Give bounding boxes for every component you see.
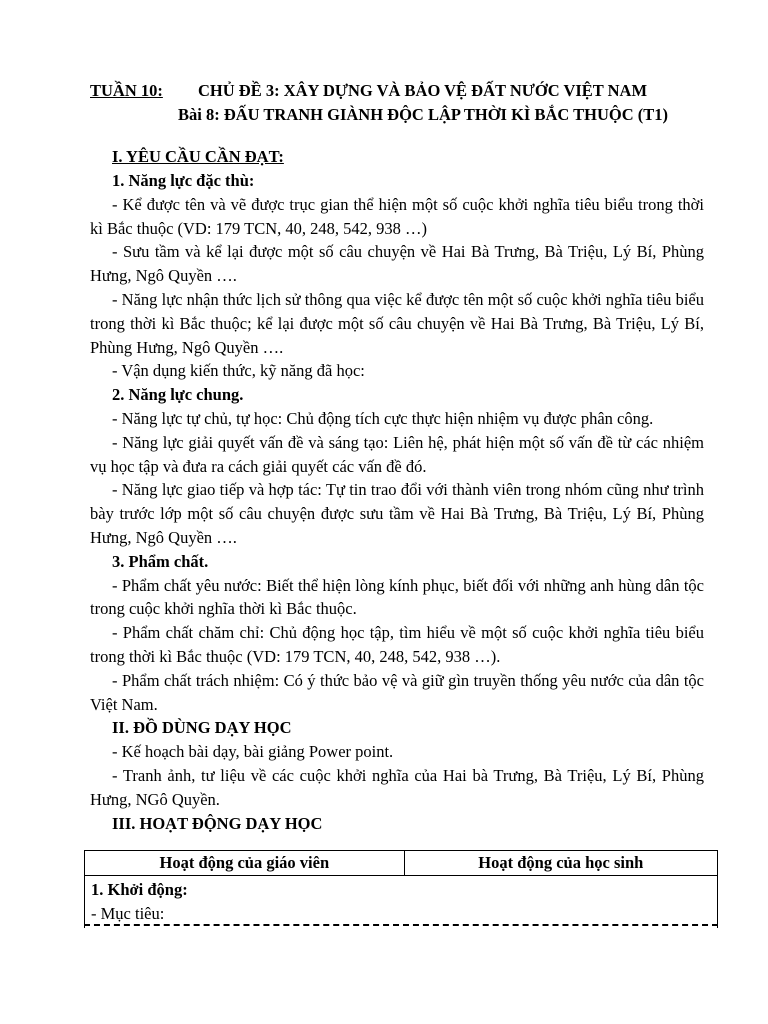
paragraph: - Phẩm chất chăm chỉ: Chủ động học tập, tìm hiểu về một số cuộc khởi nghĩa tiêu biểu trong thời kì Bắc thuộc (VD: 179 TCN, 40, 248, 542, 938 …). — [90, 623, 704, 666]
paragraph: - Phẩm chất trách nhiệm: Có ý thức bảo vệ và giữ gìn truyền thống yêu nước của dân tộc Việt Nam. — [90, 670, 704, 714]
table-header-row — [85, 851, 718, 876]
activity-objective-label: - Mục tiêu: — [91, 904, 165, 923]
table-row — [85, 876, 718, 929]
paragraph: - Vận dụng kiến thức, kỹ năng đã học: — [112, 361, 365, 381]
subsection-general-competence-title: 2. Năng lực chung. — [112, 385, 244, 405]
table-cell — [85, 876, 718, 929]
section-requirements-title: I. YÊU CẦU CẦN ĐẠT: — [112, 147, 284, 166]
subsection-qualities-title: 3. Phẩm chất. — [112, 551, 209, 571]
topic-title: CHỦ ĐỀ 3: XÂY DỰNG VÀ BẢO VỆ ĐẤT NƯỚC VIỆT NAM — [198, 81, 648, 100]
page-cut-line — [84, 924, 718, 926]
student-column-header: Hoạt động của học sinh — [404, 851, 717, 876]
paragraph: - Sưu tầm và kể lại được một số câu chuyện về Hai Bà Trưng, Bà Triệu, Lý Bí, Phùng Hưng, Ngô Quyền …. — [90, 242, 704, 286]
paragraph: - Kể được tên và vẽ được trục gian thể hiện một số cuộc khởi nghĩa tiêu biểu trong thời kì Bắc thuộc (VD: 179 TCN, 40, 248, 542, 938 …) — [90, 194, 704, 238]
paragraph: - Kế hoạch bài dạy, bài giảng Power point. — [112, 742, 394, 762]
section-activities-title: III. HOẠT ĐỘNG DẠY HỌC — [112, 813, 323, 833]
week-label: TUẦN 10: — [90, 81, 163, 100]
paragraph: - Tranh ảnh, tư liệu về các cuộc khởi nghĩa của Hai bà Trưng, Bà Triệu, Lý Bí, Phùng Hưng, NGô Quyền. — [90, 766, 704, 809]
paragraph: - Phẩm chất yêu nước: Biết thể hiện lòng kính phục, biết đối với những anh hùng dân tộc trong cuộc khởi nghĩa thời kì Bắc thuộc. — [90, 575, 704, 619]
paragraph: - Năng lực nhận thức lịch sử thông qua việc kể được tên một số cuộc khởi nghĩa tiêu biểu trong thời kì Bắc thuộc; kể lại được một số câu chuyện về Hai Bà Trưng, Bà Triệu, Lý Bí, Phùng Hưng, Ngô Quyền …. — [90, 289, 704, 357]
document-header — [90, 80, 704, 102]
activities-table — [84, 850, 718, 928]
section-materials-title: II. ĐỒ DÙNG DẠY HỌC — [112, 718, 292, 738]
activity-warmup-title: 1. Khởi động: — [91, 880, 188, 899]
document-page — [90, 80, 704, 836]
subsection-specific-competence-title: 1. Năng lực đặc thù: — [112, 171, 255, 190]
lesson-title: Bài 8: ĐẤU TRANH GIÀNH ĐỘC LẬP THỜI KÌ BẮC THUỘC (T1) — [178, 105, 669, 124]
paragraph: - Năng lực tự chủ, tự học: Chủ động tích cực thực hiện nhiệm vụ được phân công. — [112, 408, 654, 428]
teacher-column-header: Hoạt động của giáo viên — [85, 851, 405, 876]
paragraph: - Năng lực giao tiếp và hợp tác: Tự tin trao đổi với thành viên trong nhóm cũng như trình bày trước lớp một số câu chuyện được sưu tầm về Hai Bà Trưng, Bà Triệu, Lý Bí, Phùng Hưng, Ngô Quyền …. — [90, 480, 704, 547]
paragraph: - Năng lực giải quyết vấn đề và sáng tạo: Liên hệ, phát hiện một số vấn đề từ các nhiệm vụ học tập và đưa ra cách giải quyết các vấn đề đó. — [90, 432, 704, 476]
